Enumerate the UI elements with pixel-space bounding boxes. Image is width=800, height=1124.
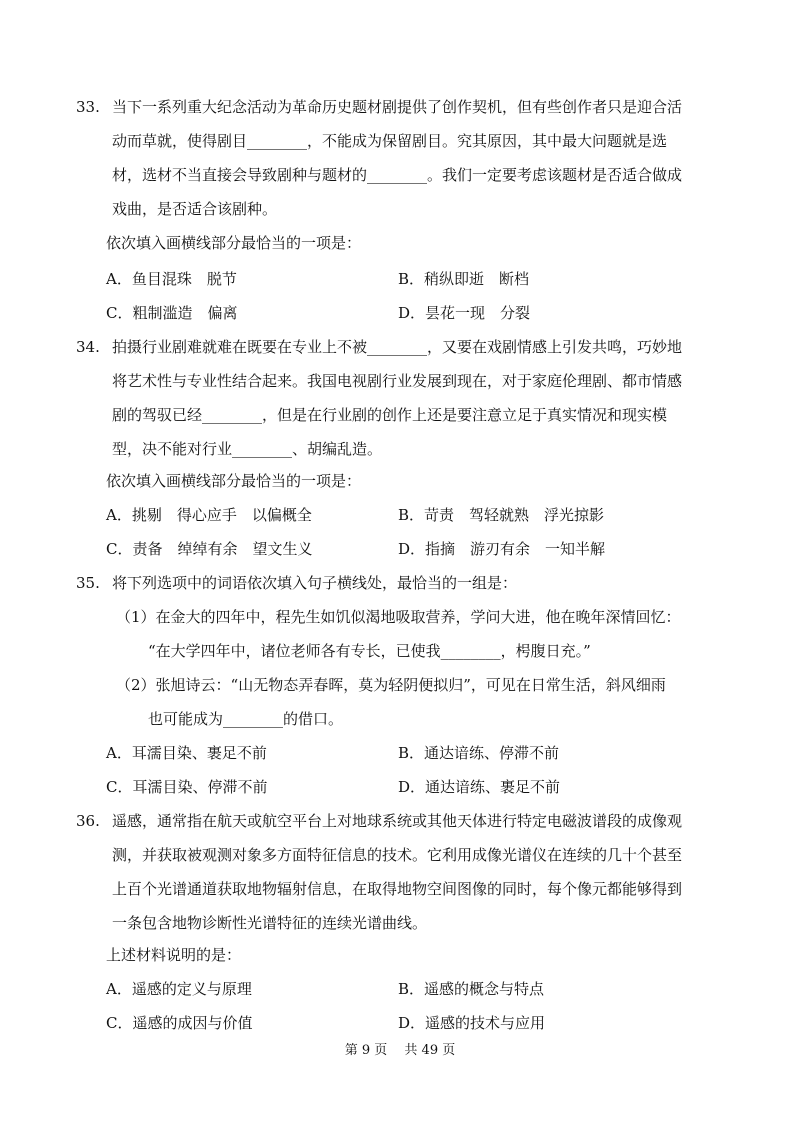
option-b[interactable]: B．通达谙练、停滞不前 <box>398 744 560 762</box>
stem-line: 型，决不能对行业________、胡编乱造。 <box>112 440 383 458</box>
sentence-2-line-2: 也可能成为________的借口。 <box>148 710 344 728</box>
option-c[interactable]: C．责备 绰绰有余 望文生义 <box>106 540 313 558</box>
option-a[interactable]: A．耳濡目染、裹足不前 <box>106 744 267 762</box>
question-stem <box>112 804 726 940</box>
option-d[interactable]: D．遥感的技术与应用 <box>398 1014 546 1032</box>
stem-line: 将下列选项中的词语依次填入句子横线处，最恰当的一组是： <box>112 574 518 592</box>
stem-line: 上百个光谱通道获取地物辐射信息，在取得地物空间图像的同时，每个像元都能够得到 <box>112 880 683 898</box>
question-number: 34. <box>76 338 100 356</box>
option-d[interactable]: D．昙花一现 分裂 <box>398 304 531 322</box>
page-footer: 第 9 页 共 49 页 <box>344 1043 456 1058</box>
stem-line: 剧的驾驭已经________，但是在行业剧的创作上还是要注意立足于真实情况和现实模 <box>112 406 668 424</box>
question-36 <box>76 804 726 940</box>
option-b[interactable]: B．遥感的概念与特点 <box>398 980 545 998</box>
sentence-1-line-1: （1）在金大的四年中，程先生如饥似渴地吸取营养，学问大进，他在晚年深情回忆： <box>116 608 681 626</box>
stem-line: 测，并获取被观测对象多方面特征信息的技术。它利用成像光谱仪在连续的几十个甚至 <box>112 846 683 864</box>
question-stem <box>112 566 726 600</box>
sentence-1-line-2: “在大学四年中，诸位老师各有专长，已使我________，枵腹日充。” <box>148 642 591 660</box>
option-d[interactable]: D．指摘 游刃有余 一知半解 <box>398 540 606 558</box>
question-34 <box>76 330 726 466</box>
question-number: 33. <box>76 98 100 116</box>
question-number: 35. <box>76 574 100 592</box>
stem-line: 材，选材不当直接会导致剧种与题材的________。我们一定要考虑该题材是否适合做成 <box>112 166 683 184</box>
option-b[interactable]: B．稍纵即逝 断档 <box>398 270 530 288</box>
option-c[interactable]: C．遥感的成因与价值 <box>106 1014 253 1032</box>
question-stem <box>112 330 726 466</box>
question-35 <box>76 566 726 600</box>
stem-line: 戏曲，是否适合该剧种。 <box>112 200 278 218</box>
question-instruction: 依次填入画横线部分最恰当的一项是： <box>106 234 362 252</box>
option-c[interactable]: C．耳濡目染、停滞不前 <box>106 778 268 796</box>
stem-line: 遥感，通常指在航天或航空平台上对地球系统或其他天体进行特定电磁波谱段的成像观 <box>112 812 683 830</box>
stem-line: 一条包含地物诊断性光谱特征的连续光谱曲线。 <box>112 914 428 932</box>
stem-line: 将艺术性与专业性结合起来。我国电视剧行业发展到现在，对于家庭伦理剧、都市情感 <box>112 372 683 390</box>
sentence-2-line-1: （2）张旭诗云：“山无物态弄春晖，莫为轻阴便拟归”，可见在日常生活，斜风细雨 <box>116 676 666 694</box>
question-instruction: 依次填入画横线部分最恰当的一项是： <box>106 472 362 490</box>
stem-line: 当下一系列重大纪念活动为革命历史题材剧提供了创作契机，但有些创作者只是迎合活 <box>112 98 683 116</box>
question-instruction: 上述材料说明的是： <box>106 946 242 964</box>
question-33 <box>76 90 726 226</box>
option-b[interactable]: B．苛责 驾轻就熟 浮光掠影 <box>398 506 605 524</box>
question-number: 36. <box>76 812 100 830</box>
stem-line: 拍摄行业剧难就难在既要在专业上不被________，又要在戏剧情感上引发共鸣，巧妙地 <box>112 338 683 356</box>
question-stem <box>112 90 726 226</box>
option-d[interactable]: D．通达谙练、裹足不前 <box>398 778 561 796</box>
option-a[interactable]: A．挑剔 得心应手 以偏概全 <box>106 506 312 524</box>
stem-line: 动而草就，使得剧目________，不能成为保留剧目。究其原因，其中最大问题就是选 <box>112 132 668 150</box>
option-a[interactable]: A．遥感的定义与原理 <box>106 980 252 998</box>
option-a[interactable]: A．鱼目混珠 脱节 <box>106 270 237 288</box>
option-c[interactable]: C．粗制滥造 偏离 <box>106 304 238 322</box>
